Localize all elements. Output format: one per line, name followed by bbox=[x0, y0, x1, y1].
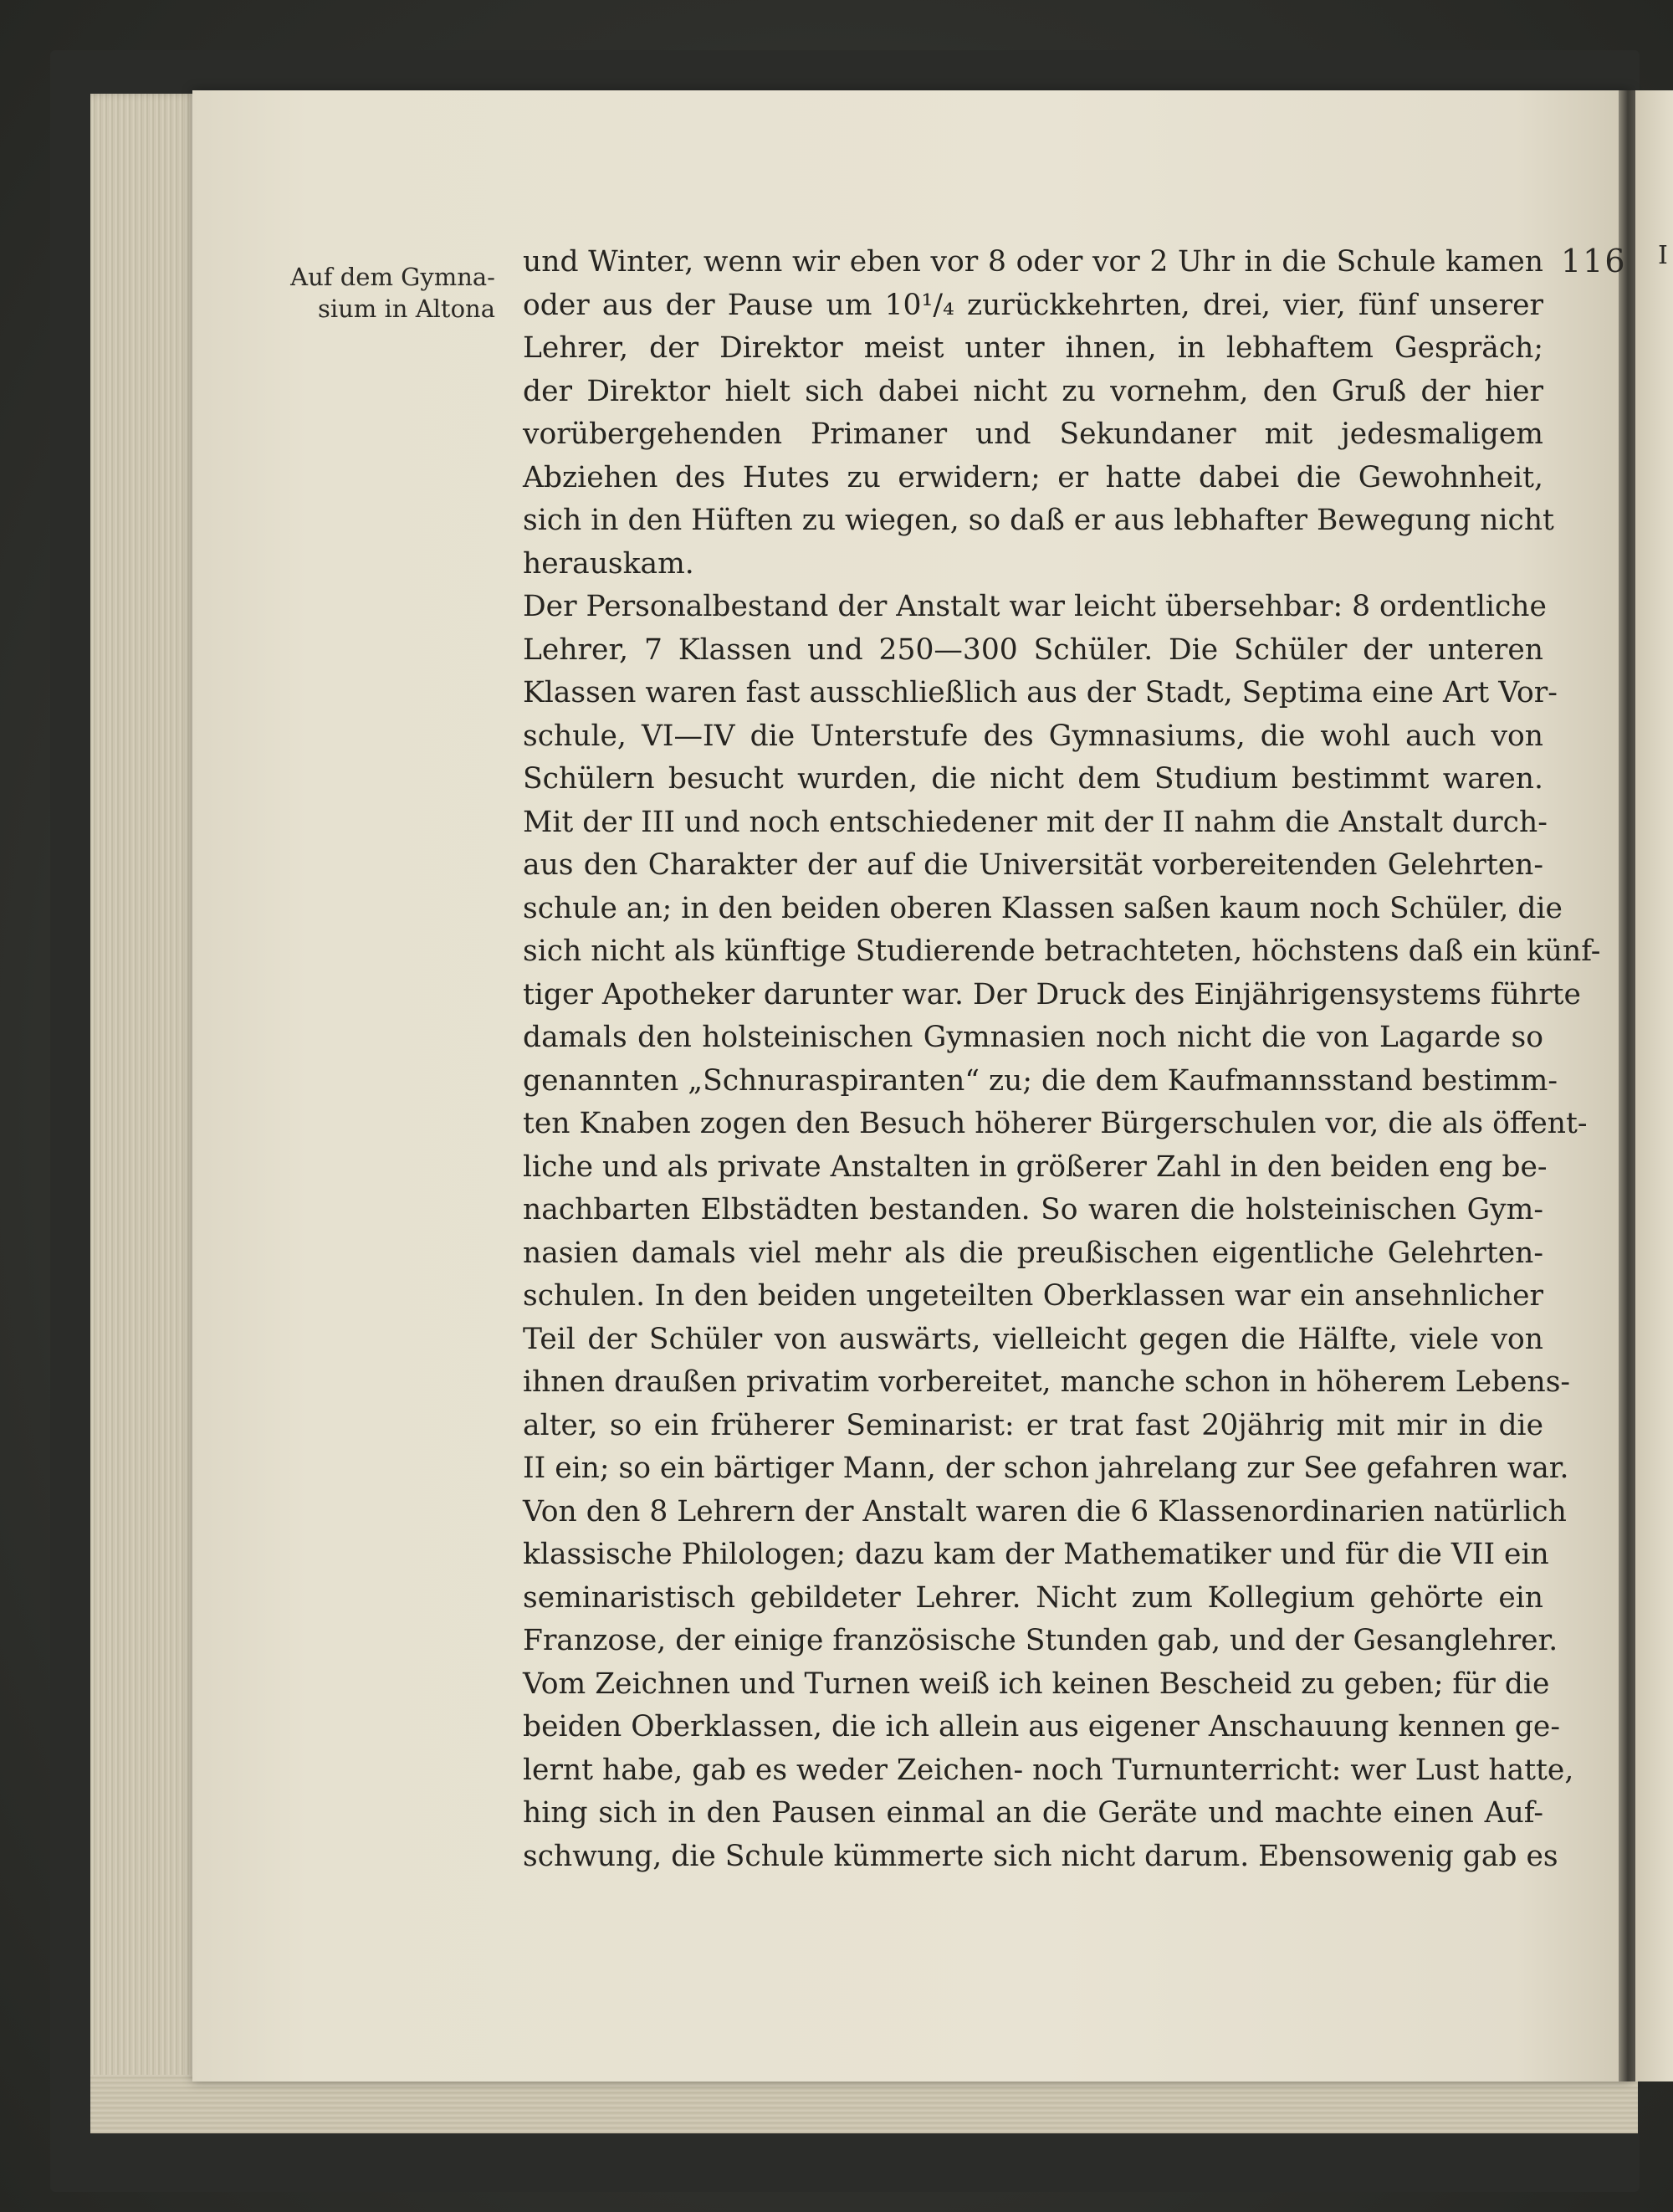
text-line: ihnen draußen privatim vorbereitet, manche schon in höherem Lebens- bbox=[523, 1365, 1571, 1399]
text-line: Franzose, der einige französische Stunden gab, und der Gesanglehrer. bbox=[523, 1624, 1558, 1657]
text-line: II ein; so ein bärtiger Mann, der schon jahrelang zur See gefahren war. bbox=[523, 1452, 1569, 1485]
text-line: Klassen waren fast ausschließlich aus der Stadt, Septima eine Art Vor- bbox=[523, 676, 1558, 709]
facing-page bbox=[1635, 90, 1673, 2081]
text-line: oder aus der Pause um 10¹/₄ zurückkehrten, drei, vier, fünf unserer bbox=[523, 288, 1543, 322]
text-line: tiger Apotheker darunter war. Der Druck des Einjährigensystems führte bbox=[523, 977, 1581, 1011]
margin-note-line: Auf dem Gymna- bbox=[290, 263, 495, 291]
margin-note-line: sium in Altona bbox=[317, 294, 495, 323]
text-line: schwung, die Schule kümmerte sich nicht darum. Ebensowenig gab es bbox=[523, 1839, 1558, 1873]
text-line: lernt habe, gab es weder Zeichen- noch Turnunterricht: wer Lust hatte, bbox=[523, 1753, 1574, 1787]
text-line: klassische Philologen; dazu kam der Mathematiker und für die VII ein bbox=[523, 1538, 1549, 1571]
text-line: beiden Oberklassen, die ich allein aus eigener Anschauung kennen ge- bbox=[523, 1710, 1560, 1743]
text-line: der Direktor hielt sich dabei nicht zu vornehm, den Gruß der hier bbox=[523, 374, 1543, 408]
text-line: schulen. In den beiden ungeteilten Oberklassen war ein ansehnlicher bbox=[523, 1279, 1543, 1313]
text-line: und Winter, wenn wir eben vor 8 oder vor 2 Uhr in die Schule kamen bbox=[523, 245, 1543, 279]
text-line: Lehrer, der Direktor meist unter ihnen, in lebhaftem Gespräch; bbox=[523, 331, 1543, 365]
text-line: damals den holsteinischen Gymnasien noch nicht die von Lagarde so bbox=[523, 1021, 1543, 1054]
book-gutter bbox=[1619, 90, 1637, 2081]
text-line: Der Personalbestand der Anstalt war leicht übersehbar: 8 ordentliche bbox=[523, 590, 1547, 623]
text-line: alter, so ein früherer Seminarist: er trat fast 20jährig mit mir in die bbox=[523, 1408, 1543, 1442]
text-line: sich in den Hüften zu wiegen, so daß er aus lebhafter Bewegung nicht bbox=[523, 504, 1554, 537]
text-line: aus den Charakter der auf die Universität vorbereitenden Gelehrten- bbox=[523, 848, 1543, 882]
text-line: Lehrer, 7 Klassen und 250—300 Schüler. Die Schüler der unteren bbox=[523, 632, 1543, 667]
text-line: hing sich in den Pausen einmal an die Geräte und machte einen Auf- bbox=[523, 1796, 1543, 1830]
text-line: genannten „Schnuraspiranten“ zu; die dem Kaufmannsstand bestimm- bbox=[523, 1063, 1558, 1098]
text-line: Von den 8 Lehrern der Anstalt waren die 6 Klassenordinarien natürlich bbox=[523, 1494, 1567, 1528]
text-line: Mit der III und noch entschiedener mit der II nahm die Anstalt durch- bbox=[523, 805, 1548, 839]
text-line: ten Knaben zogen den Besuch höherer Bürgerschulen vor, die als öffent- bbox=[523, 1107, 1588, 1140]
text-line: herauskam. bbox=[523, 546, 694, 581]
page-edges-bottom bbox=[90, 2075, 1638, 2133]
text-line: liche und als private Anstalten in größerer Zahl in den beiden eng be- bbox=[523, 1150, 1548, 1184]
facing-page-mark: I bbox=[1658, 241, 1668, 270]
text-line: vorübergehenden Primaner und Sekundaner mit jedesmaligem bbox=[523, 417, 1543, 451]
text-line: seminaristisch gebildeter Lehrer. Nicht zum Kollegium gehörte ein bbox=[523, 1580, 1543, 1615]
text-line: Schülern besucht wurden, die nicht dem Studium bestimmt waren. bbox=[523, 762, 1543, 796]
text-line: Abziehen des Hutes zu erwidern; er hatte dabei die Gewohnheit, bbox=[523, 460, 1543, 494]
text-line: schule an; in den beiden oberen Klassen saßen kaum noch Schüler, die bbox=[523, 891, 1563, 925]
text-line: nachbarten Elbstädten bestanden. So waren die holsteinischen Gym- bbox=[523, 1193, 1543, 1226]
margin-note bbox=[244, 261, 495, 325]
page-number: 116 bbox=[1561, 243, 1627, 279]
text-line: Vom Zeichnen und Turnen weiß ich keinen Bescheid zu geben; für die bbox=[523, 1667, 1550, 1701]
text-line: schule, VI—IV die Unterstufe des Gymnasiums, die wohl auch von bbox=[523, 719, 1543, 753]
text-line: nasien damals viel mehr als die preußischen eigentliche Gelehrten- bbox=[523, 1236, 1543, 1270]
text-line: Teil der Schüler von auswärts, vielleicht gegen die Hälfte, viele von bbox=[523, 1322, 1543, 1356]
text-line: sich nicht als künftige Studierende betrachteten, höchstens daß ein künf- bbox=[523, 934, 1601, 968]
